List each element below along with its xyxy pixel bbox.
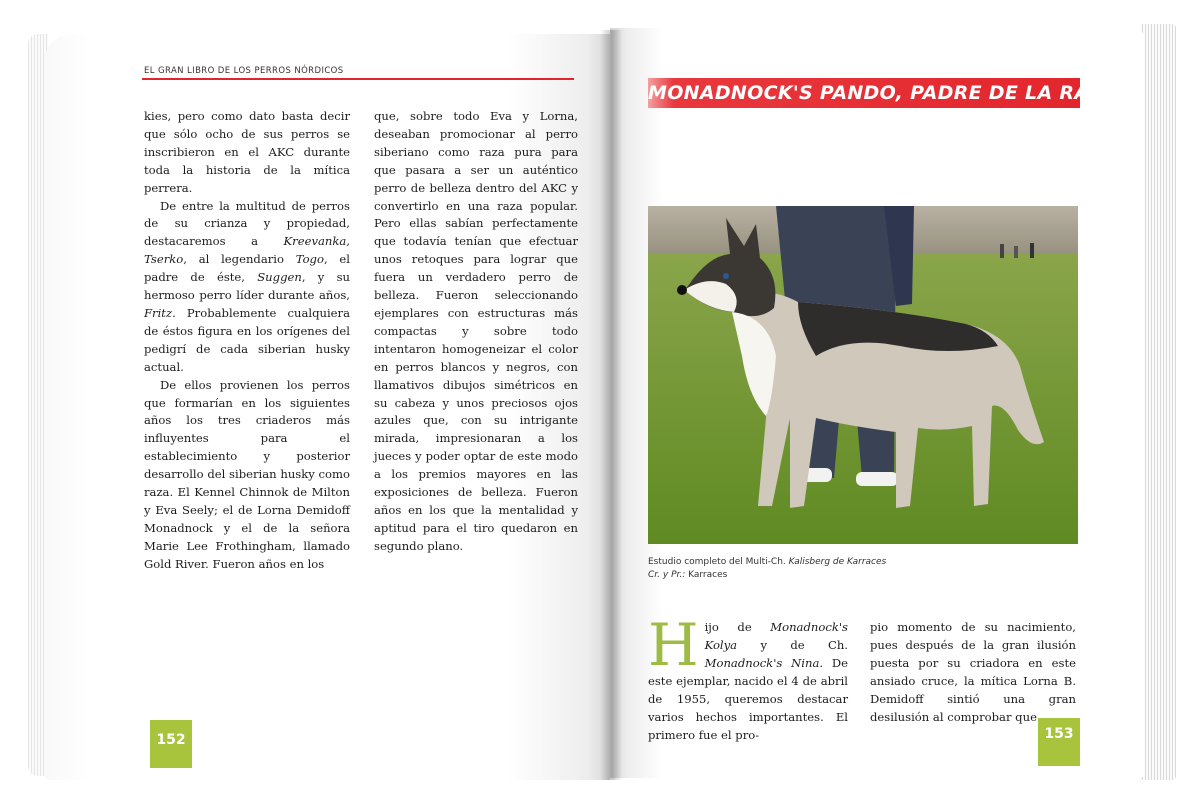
left-page: [44, 34, 610, 780]
left-page-column-1: [144, 108, 350, 574]
drop-cap: H: [648, 611, 699, 679]
right-page-edges: [1140, 24, 1176, 780]
paragraph-3: De ellos provienen los perros que formarían en los siguientes años los tres criaderos más influyentes para el establecimiento y posterior desarrollo del siberian husky como raza. El Kennel Chinnok de Milton y Eva Seely; el de Lorna Demidoff Monadnock y el de la señora Marie Lee Frothingham, llamado Gold River. Fueron años en los: [144, 377, 350, 571]
page-number-left: 152: [150, 720, 192, 768]
caption-line-1: Estudio completo del Multi-Ch. Kalisberg de Karraces: [648, 557, 887, 567]
caption-line-2: Cr. y Pr.: Karraces: [648, 570, 728, 580]
page-number-right: 153: [1038, 718, 1080, 766]
right-page-column-1: [648, 611, 849, 744]
chapter-title-banner: MONADNOCK'S PANDO, PADRE DE LA RAZA: [648, 78, 1080, 108]
running-header: EL GRAN LIBRO DE LOS PERROS NÓRDICOS: [144, 66, 344, 76]
paragraph-2: De entre la multitud de perros de su crianza y propiedad, destacaremos a Kreevanka, Tserko, al legendario Togo, el padre de éste, Suggen, y su hermoso perro líder durante años, Fritz. Probablemente cualquiera de éstos figura en los orígenes del pedigrí de cada siberian husky actual.: [144, 198, 350, 374]
paragraph-6: pio momento de su nacimiento, pues después de la gran ilusión puesta por su criadora en este ansiado cruce, la mítica Lorna B. Demidoff sintió una gran desilusión al comprobar que: [870, 620, 1076, 724]
photo-caption: [648, 556, 1078, 582]
header-rule: [142, 78, 574, 80]
left-page-column-2: [374, 108, 578, 556]
paragraph-1: kies, pero como dato basta decir que sólo ocho de sus perros se inscribieron en el AKC durante toda la historia de la mítica perrera.: [144, 109, 350, 195]
paragraph-4: que, sobre todo Eva y Lorna, deseaban promocionar al perro siberiano como raza pura para que pasara a ser un auténtico perro de belleza dentro del AKC y convertirlo en una raza popular. Pero ellas sabían perfectamente que todavía tenían que efectuar unos retoques para lograr que fuera un verdadero perro de belleza. Fueron seleccionando ejemplares con estructuras más compactas y sobre todo intentaron homogeneizar el color en perros blancos y negros, con llamativos dibujos simétricos en su cabeza y unos preciosos ojos azules que, con su intrigante mirada, impresionaran a los jueces y poder optar de este modo a los premios mayores en las exposiciones de belleza. Fueron años en los que la mentalidad y aptitud para el tiro quedaron en segundo plano.: [374, 109, 578, 553]
paragraph-5: ijo de Monadnock's Kolya y de Ch. Monadnock's Nina. De este ejemplar, nacido el 4 de abril de 1955, queremos destacar varios hechos importantes. El primero fue el pro-: [648, 620, 849, 742]
right-page-column-2: [870, 618, 1076, 726]
husky-photo-illustration: [648, 206, 1078, 544]
siberian-husky-photo: [648, 206, 1078, 544]
right-page: [610, 28, 1144, 778]
